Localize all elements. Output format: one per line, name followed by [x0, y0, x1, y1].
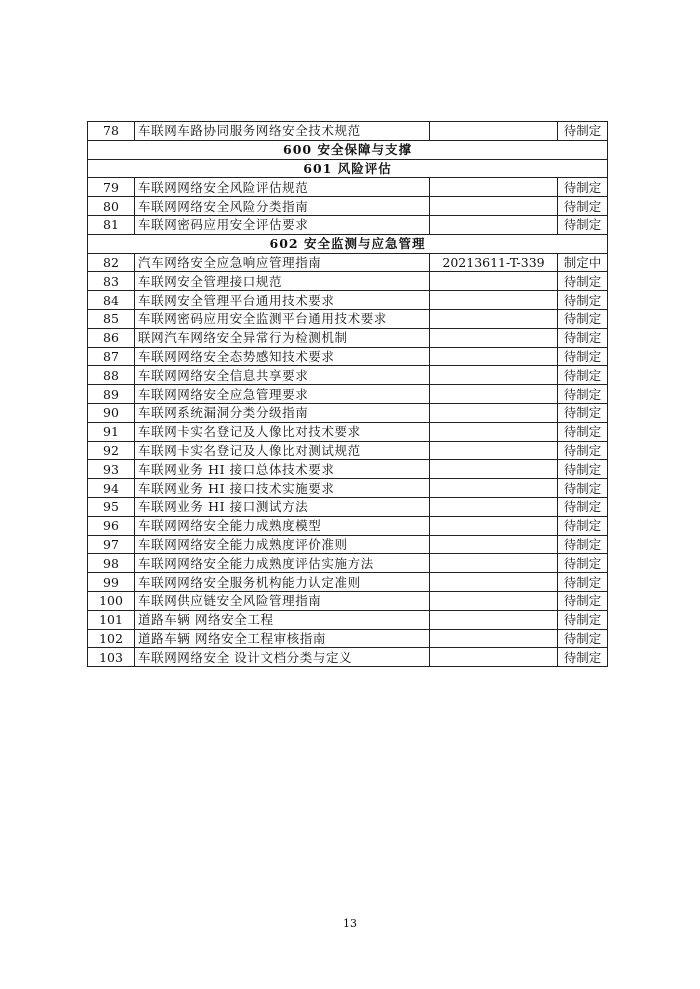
status-cell: 待制定 [558, 516, 608, 535]
row-number-cell: 102 [88, 629, 135, 648]
status-cell: 待制定 [558, 479, 608, 498]
status-cell: 待制定 [558, 197, 608, 216]
section-title: 602 安全监测与应急管理 [88, 234, 608, 253]
standards-table [87, 121, 608, 667]
status-cell: 待制定 [558, 422, 608, 441]
standard-name-cell: 车联网安全管理平台通用技术要求 [135, 291, 430, 310]
table-row [88, 629, 608, 648]
row-number-cell: 90 [88, 403, 135, 422]
status-cell: 待制定 [558, 403, 608, 422]
table-row [88, 328, 608, 347]
status-cell: 待制定 [558, 610, 608, 629]
table-row [88, 460, 608, 479]
standard-name-cell: 车联网网络安全能力成熟度评价准则 [135, 535, 430, 554]
status-cell: 待制定 [558, 535, 608, 554]
status-cell: 待制定 [558, 497, 608, 516]
plan-code-cell [430, 366, 558, 385]
row-number-cell: 79 [88, 178, 135, 197]
status-cell: 待制定 [558, 648, 608, 667]
row-number-cell: 78 [88, 122, 135, 141]
section-title: 600 安全保障与支撑 [88, 140, 608, 159]
plan-code-cell [430, 591, 558, 610]
table-row [88, 385, 608, 404]
plan-code-cell [430, 497, 558, 516]
table-row [88, 610, 608, 629]
row-number-cell: 95 [88, 497, 135, 516]
standard-name-cell: 车联网卡实名登记及人像比对技术要求 [135, 422, 430, 441]
table-row [88, 366, 608, 385]
table-row [88, 648, 608, 667]
plan-code-cell [430, 215, 558, 234]
row-number-cell: 89 [88, 385, 135, 404]
plan-code-cell [430, 122, 558, 141]
page-number: 13 [343, 917, 357, 930]
table-row [88, 479, 608, 498]
row-number-cell: 82 [88, 253, 135, 272]
row-number-cell: 101 [88, 610, 135, 629]
table-row [88, 573, 608, 592]
plan-code-cell [430, 272, 558, 291]
plan-code-cell [430, 385, 558, 404]
plan-code-cell [430, 403, 558, 422]
row-number-cell: 94 [88, 479, 135, 498]
status-cell: 待制定 [558, 366, 608, 385]
table-row [88, 178, 608, 197]
status-cell: 待制定 [558, 554, 608, 573]
standard-name-cell: 车联网密码应用安全评估要求 [135, 215, 430, 234]
standard-name-cell: 车联网网络安全服务机构能力认定准则 [135, 573, 430, 592]
standard-name-cell: 车联网网络安全应急管理要求 [135, 385, 430, 404]
table-row [88, 291, 608, 310]
status-cell: 待制定 [558, 291, 608, 310]
row-number-cell: 91 [88, 422, 135, 441]
standard-name-cell: 车联网供应链安全风险管理指南 [135, 591, 430, 610]
row-number-cell: 88 [88, 366, 135, 385]
standard-name-cell: 车联网业务 HI 接口总体技术要求 [135, 460, 430, 479]
row-number-cell: 81 [88, 215, 135, 234]
table-row [88, 403, 608, 422]
standard-name-cell: 车联网网络安全能力成熟度评估实施方法 [135, 554, 430, 573]
plan-code-cell [430, 573, 558, 592]
standard-name-cell: 车联网卡实名登记及人像比对测试规范 [135, 441, 430, 460]
standard-name-cell: 车联网网络安全 设计文档分类与定义 [135, 648, 430, 667]
table-row [88, 516, 608, 535]
table-row [88, 309, 608, 328]
standard-name-cell: 车联网网络安全态势感知技术要求 [135, 347, 430, 366]
row-number-cell: 84 [88, 291, 135, 310]
standard-name-cell: 车联网网络安全风险评估规范 [135, 178, 430, 197]
plan-code-cell: 20213611-T-339 [430, 253, 558, 272]
status-cell: 待制定 [558, 573, 608, 592]
table-row [88, 554, 608, 573]
standard-name-cell: 车联网业务 HI 接口技术实施要求 [135, 479, 430, 498]
standard-name-cell: 车联网密码应用安全监测平台通用技术要求 [135, 309, 430, 328]
table-row [88, 122, 608, 141]
plan-code-cell [430, 516, 558, 535]
row-number-cell: 92 [88, 441, 135, 460]
row-number-cell: 98 [88, 554, 135, 573]
standard-name-cell: 车联网业务 HI 接口测试方法 [135, 497, 430, 516]
row-number-cell: 100 [88, 591, 135, 610]
plan-code-cell [430, 535, 558, 554]
status-cell: 待制定 [558, 328, 608, 347]
status-cell: 待制定 [558, 591, 608, 610]
status-cell: 待制定 [558, 178, 608, 197]
standard-name-cell: 道路车辆 网络安全工程 [135, 610, 430, 629]
plan-code-cell [430, 460, 558, 479]
plan-code-cell [430, 291, 558, 310]
standard-name-cell: 车联网车路协同服务网络安全技术规范 [135, 122, 430, 141]
table-row [88, 422, 608, 441]
status-cell: 待制定 [558, 460, 608, 479]
plan-code-cell [430, 610, 558, 629]
row-number-cell: 103 [88, 648, 135, 667]
row-number-cell: 85 [88, 309, 135, 328]
standard-name-cell: 车联网系统漏洞分类分级指南 [135, 403, 430, 422]
table-row [88, 215, 608, 234]
plan-code-cell [430, 309, 558, 328]
table-row [88, 197, 608, 216]
standard-name-cell: 汽车网络安全应急响应管理指南 [135, 253, 430, 272]
plan-code-cell [430, 648, 558, 667]
standard-name-cell: 车联网网络安全风险分类指南 [135, 197, 430, 216]
row-number-cell: 87 [88, 347, 135, 366]
section-header-row [88, 234, 608, 253]
table-row [88, 497, 608, 516]
status-cell: 制定中 [558, 253, 608, 272]
section-title: 601 风险评估 [88, 159, 608, 178]
row-number-cell: 86 [88, 328, 135, 347]
plan-code-cell [430, 441, 558, 460]
table-row [88, 253, 608, 272]
plan-code-cell [430, 178, 558, 197]
status-cell: 待制定 [558, 441, 608, 460]
section-header-row [88, 159, 608, 178]
plan-code-cell [430, 347, 558, 366]
status-cell: 待制定 [558, 629, 608, 648]
status-cell: 待制定 [558, 122, 608, 141]
plan-code-cell [430, 629, 558, 648]
status-cell: 待制定 [558, 309, 608, 328]
plan-code-cell [430, 328, 558, 347]
status-cell: 待制定 [558, 347, 608, 366]
standard-name-cell: 道路车辆 网络安全工程审核指南 [135, 629, 430, 648]
plan-code-cell [430, 479, 558, 498]
row-number-cell: 93 [88, 460, 135, 479]
table-row [88, 441, 608, 460]
table-row [88, 535, 608, 554]
row-number-cell: 96 [88, 516, 135, 535]
row-number-cell: 83 [88, 272, 135, 291]
row-number-cell: 99 [88, 573, 135, 592]
table-row [88, 272, 608, 291]
row-number-cell: 80 [88, 197, 135, 216]
standard-name-cell: 车联网网络安全能力成熟度模型 [135, 516, 430, 535]
section-header-row [88, 140, 608, 159]
status-cell: 待制定 [558, 272, 608, 291]
standard-name-cell: 联网汽车网络安全异常行为检测机制 [135, 328, 430, 347]
plan-code-cell [430, 422, 558, 441]
status-cell: 待制定 [558, 385, 608, 404]
status-cell: 待制定 [558, 215, 608, 234]
table-row [88, 347, 608, 366]
standard-name-cell: 车联网网络安全信息共享要求 [135, 366, 430, 385]
row-number-cell: 97 [88, 535, 135, 554]
plan-code-cell [430, 554, 558, 573]
plan-code-cell [430, 197, 558, 216]
table-row [88, 591, 608, 610]
standard-name-cell: 车联网安全管理接口规范 [135, 272, 430, 291]
standards-table-body [88, 122, 608, 667]
